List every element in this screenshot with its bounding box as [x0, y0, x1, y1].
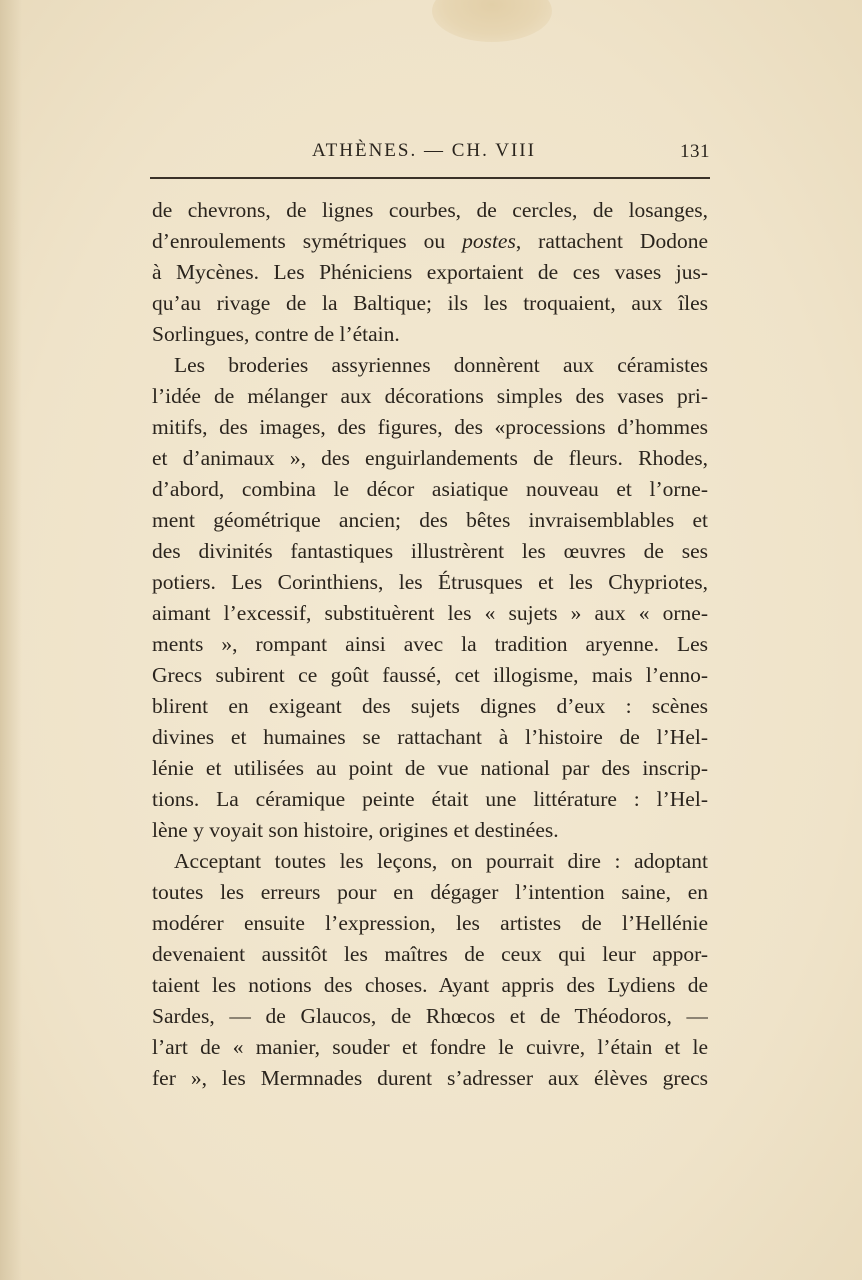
text-line: ments », rompant ainsi avec la tradition aryenne. Les [152, 632, 708, 656]
text-line: à Mycènes. Les Phéniciens exportaient de ces vases jus- [152, 260, 708, 284]
text-line: ment géométrique ancien; des bêtes invraisemblables et [152, 508, 708, 532]
text-line: d’abord, combina le décor asiatique nouveau et l’orne- [152, 477, 708, 501]
gutter-shadow [0, 0, 22, 1280]
running-header [150, 138, 710, 168]
text-line: Les broderies assyriennes donnèrent aux céramistes [174, 353, 708, 377]
body-text [152, 195, 708, 1094]
text-line: mitifs, des images, des figures, des «processions d’hommes [152, 415, 708, 439]
text-line: potiers. Les Corinthiens, les Étrusques et les Chypriotes, [152, 570, 708, 594]
text-line: toutes les erreurs pour en dégager l’intention saine, en [152, 880, 708, 904]
text-line: fer », les Mermnades durent s’adresser aux élèves grecs [152, 1066, 708, 1090]
text-line: l’idée de mélanger aux décorations simples des vases pri- [152, 384, 708, 408]
running-title: ATHÈNES. — CH. VIII [312, 140, 536, 161]
text-line: des divinités fantastiques illustrèrent les œuvres de ses [152, 539, 708, 563]
text-line: Acceptant toutes les leçons, on pourrait dire : adoptant [174, 849, 708, 873]
page-number: 131 [680, 141, 710, 162]
text-line: l’art de « manier, souder et fondre le cuivre, l’étain et le [152, 1035, 708, 1059]
text-line: lénie et utilisées au point de vue national par des inscrip- [152, 756, 708, 780]
text-line: Sardes, — de Glaucos, de Rhœcos et de Théodoros, — [152, 1004, 708, 1028]
text-line: de chevrons, de lignes courbes, de cercles, de losanges, [152, 198, 708, 222]
text-line: aimant l’excessif, substituèrent les « sujets » aux « orne- [152, 601, 708, 625]
text-line: lène y voyait son histoire, origines et destinées. [152, 818, 559, 842]
text-line: Sorlingues, contre de l’étain. [152, 322, 400, 346]
text-line: et d’animaux », des enguirlandements de fleurs. Rhodes, [152, 446, 708, 470]
text-line: Grecs subirent ce goût faussé, cet illogisme, mais l’enno- [152, 663, 708, 687]
text-line: tions. La céramique peinte était une littérature : l’Hel- [152, 787, 708, 811]
text-line: devenaient aussitôt les maîtres de ceux qui leur appor- [152, 942, 708, 966]
text-line: taient les notions des choses. Ayant appris des Lydiens de [152, 973, 708, 997]
text-line: divines et humaines se rattachant à l’histoire de l’Hel- [152, 725, 708, 749]
paper-stain [432, 0, 552, 42]
text-line: d’enroulements symétriques ou postes, rattachent Dodone [152, 229, 708, 253]
text-line: qu’au rivage de la Baltique; ils les troquaient, aux îles [152, 291, 708, 315]
header-rule [150, 177, 710, 179]
text-line: modérer ensuite l’expression, les artistes de l’Hellénie [152, 911, 708, 935]
text-line: blirent en exigeant des sujets dignes d’eux : scènes [152, 694, 708, 718]
